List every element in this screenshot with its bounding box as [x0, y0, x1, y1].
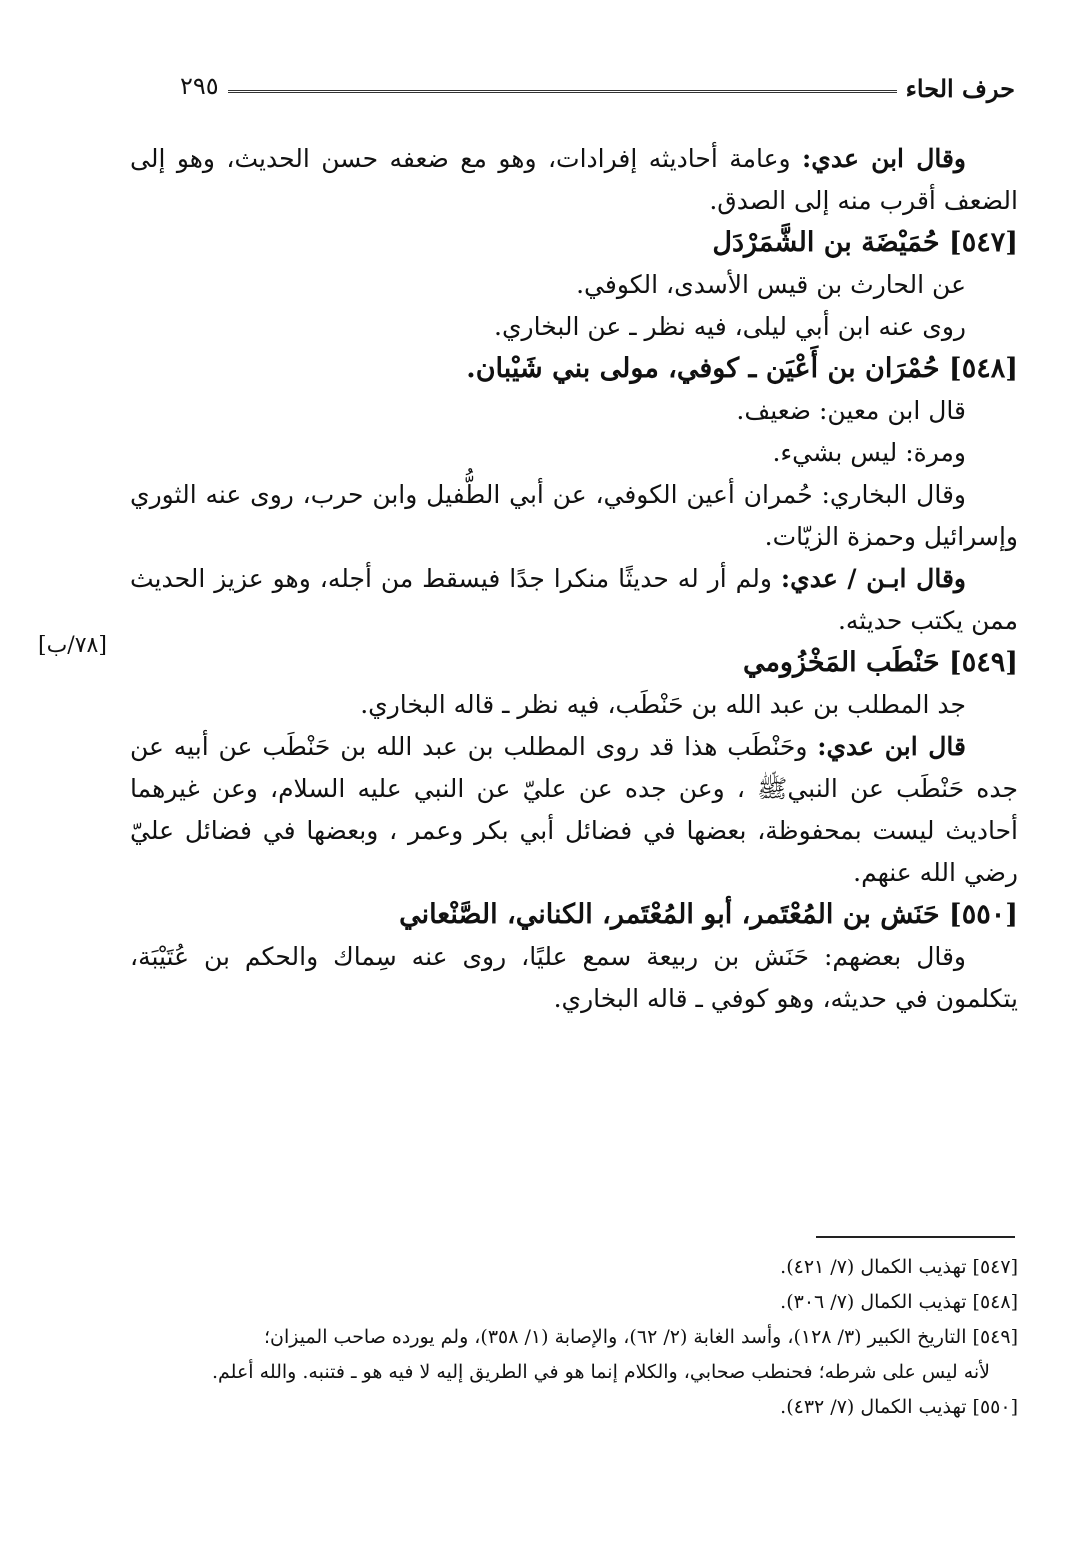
text-line: جد المطلب بن عبد الله بن حَنْطَب، فيه نظر ـ قاله البخاري. — [360, 690, 966, 719]
paragraph — [130, 138, 1018, 222]
running-header — [180, 70, 1015, 110]
page-number: ٢٩٥ — [180, 72, 219, 100]
entry-heading-547: [٥٤٧] حُمَيْضَة بن الشَّمَرْدَل — [712, 227, 1018, 258]
text-line: روى عنه ابن أبي ليلى، فيه نظر ـ عن البخاري. — [494, 312, 966, 341]
paragraph-text: ولم أر له حديثًا منكرا جدًا فيسقط من أجله، وهو عزيز الحديث ممن يكتب حديثه. — [130, 564, 1018, 635]
chapter-title: حرف الحاء — [905, 74, 1015, 103]
quote-lead: قال ابن عدي: — [817, 732, 966, 761]
paragraph: وقال البخاري: حُمران أعين الكوفي، عن أبي الطُّفيل وابن حرب، روى عنه الثوري وإسرائيل وحمزة الزيّات. — [130, 480, 1018, 551]
footnote-separator — [816, 1236, 1015, 1238]
paragraph-text: وحَنْطَب هذا قد روى المطلب بن عبد الله بن حَنْطَب عن أبيه عن جده حَنْطَب عن النبيﷺ ، وعن جده عن عليّ عن النبي عليه السلام، وعن غيرهما أحاديث ليست بمحفوظة، بعضها في فضائل أبي بكر وعمر ، وبعضها في فضائل عليّ رضي الله عنهم. — [130, 732, 1018, 887]
paragraph — [130, 558, 1018, 642]
entry-heading-549: [٥٤٩] حَنْطَب المَخْزُومي — [742, 647, 1018, 678]
text-line: عن الحارث بن قيس الأسدى، الكوفي. — [576, 270, 966, 299]
footnote: [٥٤٨] تهذيب الكمال (٧/ ٣٠٦). — [780, 1291, 1018, 1313]
manuscript-folio-marker: [٧٨/ب] — [38, 633, 107, 658]
footnote: [٥٤٩] التاريخ الكبير (٣/ ١٢٨)، وأسد الغابة (٢/ ٦٢)، والإصابة (١/ ٣٥٨)، ولم يورده صاحب الميزان؛ — [263, 1326, 1018, 1348]
paragraph-text: وعامة أحاديثه إفرادات، وهو مع ضعفه حسن الحديث، وهو إلى الضعف أقرب منه إلى الصدق. — [130, 144, 1018, 215]
quote-lead: وقال ابن عدي: — [802, 144, 966, 173]
quote-lead: وقال ابـن / عدي: — [780, 564, 966, 593]
entry-heading-548: [٥٤٨] حُمْرَان بن أَعْيَن ـ كوفي، مولى بني شَيْبان. — [466, 353, 1018, 384]
footnotes — [130, 1250, 1018, 1425]
footnote-continuation: لأنه ليس على شرطه؛ فحنطب صحابي، والكلام إنما هو في الطريق إليه لا فيه هو ـ فتنبه. والله أعلم. — [212, 1361, 990, 1383]
main-text — [130, 138, 1018, 1020]
text-line: قال ابن معين: ضعيف. — [736, 396, 966, 425]
header-rule — [228, 90, 897, 93]
footnote: [٥٤٧] تهذيب الكمال (٧/ ٤٢١). — [780, 1256, 1018, 1278]
footnote: [٥٥٠] تهذيب الكمال (٧/ ٤٣٢). — [780, 1396, 1018, 1418]
entry-heading-550: [٥٥٠] حَنَش بن المُعْتَمر، أبو المُعْتَمر، الكناني، الصَّنْعاني — [399, 899, 1018, 930]
text-line: ومرة: ليس بشيء. — [772, 438, 966, 467]
paragraph: وقال بعضهم: حَنَش بن ربيعة سمع عليًا، روى عنه سِماك والحكم بن عُتَيْبَة، يتكلمون في حديثه، وهو كوفي ـ قاله البخاري. — [130, 942, 1018, 1013]
paragraph — [130, 726, 1018, 894]
